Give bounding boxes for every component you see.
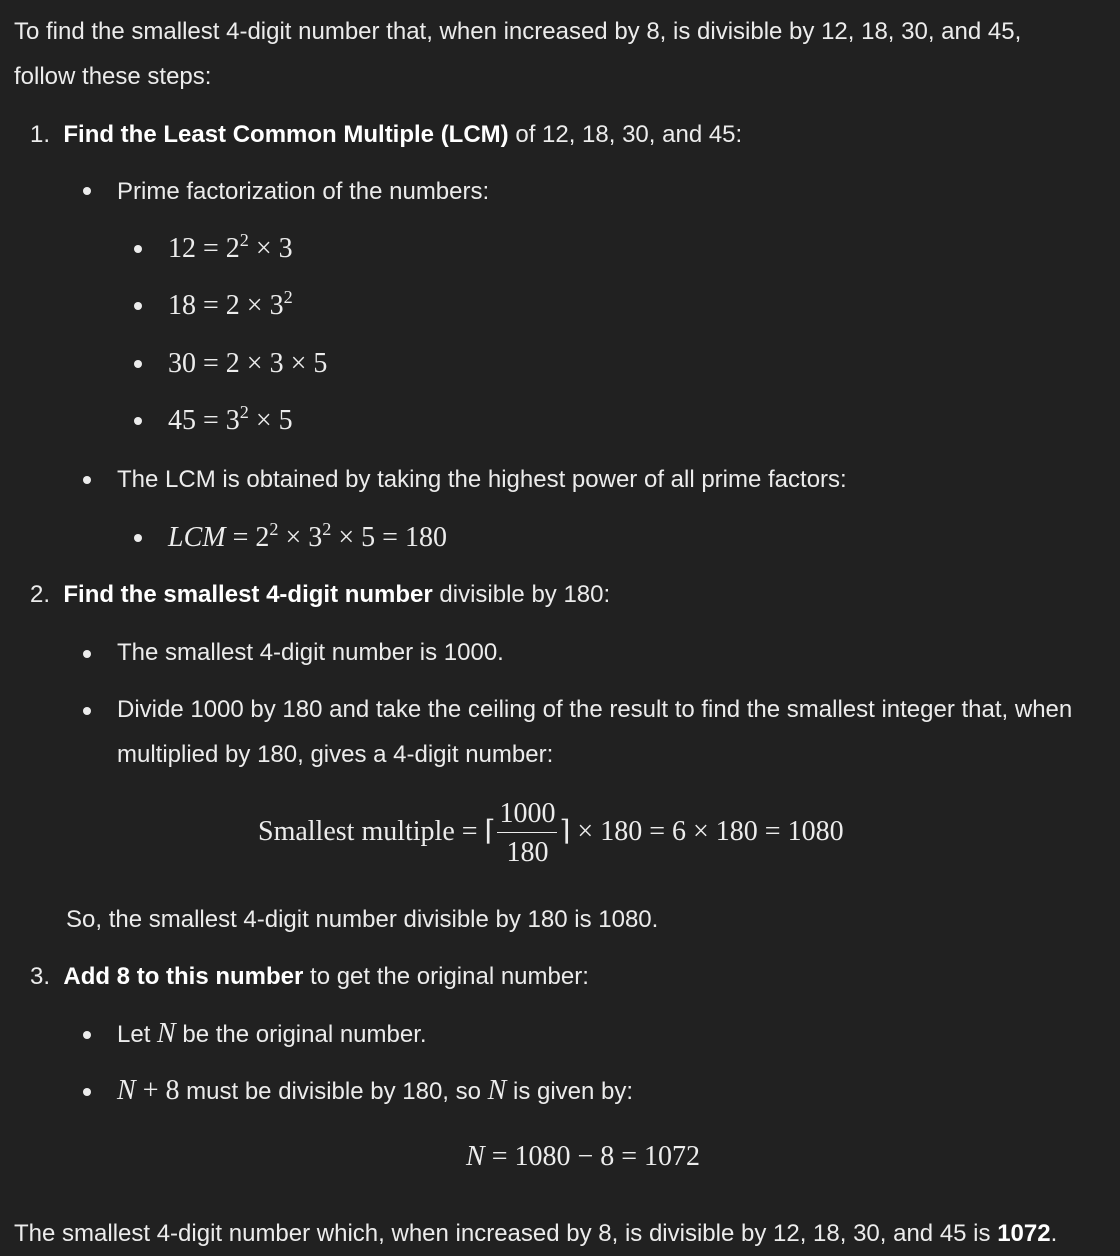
step-2-sub-2-line-2: multiplied by 180, gives a 4-digit number: (117, 741, 554, 768)
step-rest: divisible by 180: (432, 581, 611, 608)
bullet (134, 417, 142, 425)
bullet (83, 187, 91, 195)
step-3-sub-1: Let N be the original number. (117, 1018, 427, 1049)
bullet (134, 245, 142, 253)
final-answer: The smallest 4-digit number which, when increased by 8, is divisible by 12, 18, 30, and 45 is 1072. (14, 1220, 1058, 1247)
smallest-multiple-equation: Smallest multiple = ⌈ $\frac{1000}{180}$ ⌉ × 180 = 6 × 180 = 1080 (258, 798, 844, 869)
step-2-heading (30, 573, 610, 617)
bullet (83, 707, 91, 715)
fraction: $\frac{1000}{180}$ (499, 798, 556, 869)
step-2-conclusion: So, the smallest 4-digit number divisible by 180 is 1080. (66, 906, 659, 933)
step-1-sub-1: Prime factorization of the numbers: (117, 178, 490, 205)
bullet (83, 1031, 91, 1039)
lcm-equation: LCM = $2^2 \times 3^2 \times 5 = 180$ (168, 519, 447, 553)
final-equation: N = 1080 − 8 = 1072 (466, 1141, 701, 1172)
step-number: 3. (30, 963, 51, 990)
step-bold: Find the smallest 4-digit number (63, 581, 433, 608)
bullet (83, 1088, 91, 1096)
step-number: 1. (30, 121, 51, 148)
step-bold: Add 8 to this number (63, 963, 304, 990)
intro-line-2: follow these steps: (14, 63, 212, 90)
step-number: 2. (30, 581, 51, 608)
bullet (134, 534, 142, 542)
step-2-sub-1: The smallest 4-digit number is 1000. (117, 639, 504, 666)
bullet (134, 302, 142, 310)
step-bold: Find the Least Common Multiple (LCM) (63, 121, 509, 148)
factorization-18: $18 = 2 \times 3^2$ (168, 287, 293, 321)
factorization-30: 30 = 2 × 3 × 5 (168, 348, 328, 379)
intro-line-1: To find the smallest 4-digit number that, when increased by 8, is divisible by 12, 18, 30, and 45, (14, 18, 1022, 45)
step-2-sub-2-line-1: Divide 1000 by 180 and take the ceiling of the result to find the smallest integer that, when (117, 696, 1073, 723)
bullet (83, 650, 91, 658)
step-1-sub-2: The LCM is obtained by taking the highest power of all prime factors: (117, 466, 847, 493)
step-3-sub-2: N + 8 must be divisible by 180, so N is given by: (117, 1075, 634, 1106)
factorization-45: $45 = 3^2 \times 5$ (168, 402, 293, 436)
step-1-heading (30, 113, 742, 157)
factorization-12: $12 = 2^2 \times 3$ (168, 230, 293, 264)
step-rest: of 12, 18, 30, and 45: (508, 121, 743, 148)
bullet (83, 476, 91, 484)
step-3-heading (30, 955, 589, 999)
step-rest: to get the original number: (303, 963, 589, 990)
answer-value: 1072 (997, 1220, 1051, 1247)
bullet (134, 360, 142, 368)
